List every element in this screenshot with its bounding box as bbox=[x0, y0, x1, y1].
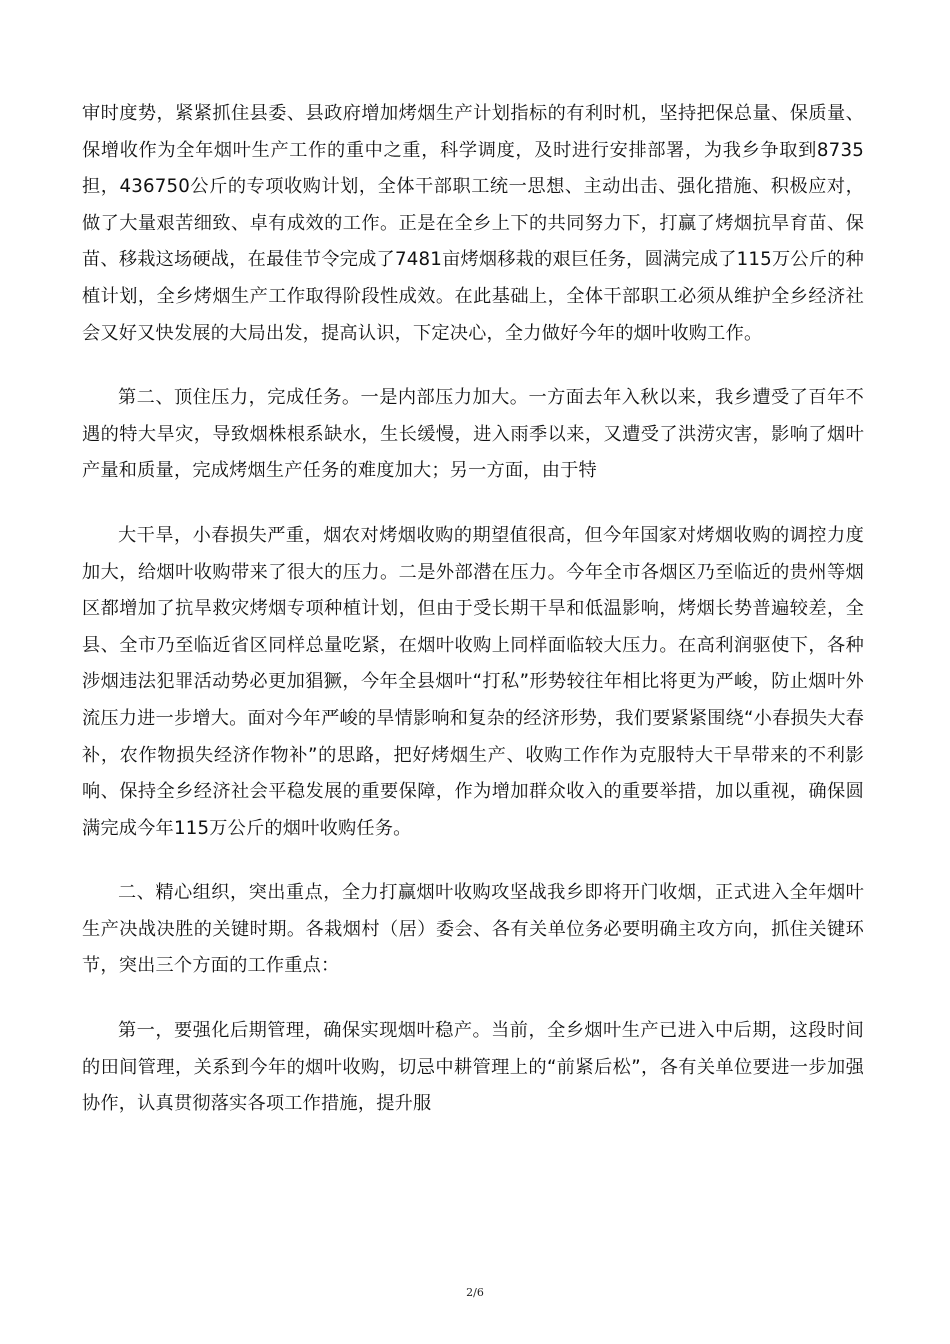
page-number: 2/6 bbox=[466, 1286, 484, 1299]
paragraph-5: 第一，要强化后期管理，确保实现烟叶稳产。当前，全乡烟叶生产已进入中后期，这段时间的田间管理，关系到今年的烟叶收购，切忌中耕管理上的“前紧后松”，各有关单位要进一步加强协作，认真贯彻落实各项工作措施，提升服 bbox=[82, 1020, 864, 1115]
paragraph-4: 二、精心组织，突出重点，全力打赢烟叶收购攻坚战我乡即将开门收烟，正式进入全年烟叶生产决战决胜的关键时期。各栽烟村（居）委会、各有关单位务必要明确主攻方向，抓住关键环节，突出三个方面的工作重点： bbox=[82, 882, 864, 977]
document-body bbox=[82, 96, 864, 1151]
paragraph-3: 大干旱，小春损失严重，烟农对烤烟收购的期望值很高，但今年国家对烤烟收购的调控力度加大，给烟叶收购带来了很大的压力。二是外部潜在压力。今年全市各烟区乃至临近的贵州等烟区都增加了抗旱救灾烤烟专项种植计划，但由于受长期干旱和低温影响，烤烟长势普遍较差，全县、全市乃至临近省区同样总量吃紧，在烟叶收购上同样面临较大压力。在高利润驱使下，各种涉烟违法犯罪活动势必更加猖獗，今年全县烟叶“打私”形势较往年相比将更为严峻，防止烟叶外流压力进一步增大。面对今年严峻的旱情影响和复杂的经济形势，我们要紧紧围绕“小春损失大春补，农作物损失经济作物补”的思路，把好烤烟生产、收购工作作为克服特大干旱带来的不利影响、保持全乡经济社会平稳发展的重要保障，作为增加群众收入的重要举措，加以重视，确保圆满完成今年115万公斤的烟叶收购任务。 bbox=[82, 524, 864, 839]
paragraph-1: 审时度势，紧紧抓住县委、县政府增加烤烟生产计划指标的有利时机，坚持把保总量、保质量、保增收作为全年烟叶生产工作的重中之重，科学调度，及时进行安排部署，为我乡争取到8735担，436750公斤的专项收购计划，全体干部职工统一思想、主动出击、强化措施、积极应对，做了大量艰苦细致、卓有成效的工作。正是在全乡上下的共同努力下，打赢了烤烟抗旱育苗、保苗、移栽这场硬战，在最佳节令完成了7481亩烤烟移栽的艰巨任务，圆满完成了115万公斤的种植计划，全乡烤烟生产工作取得阶段性成效。在此基础上，全体干部职工必须从维护全乡经济社会又好又快发展的大局出发，提高认识，下定决心，全力做好今年的烟叶收购工作。 bbox=[82, 103, 864, 344]
paragraph-2: 第二、顶住压力，完成任务。一是内部压力加大。一方面去年入秋以来，我乡遭受了百年不遇的特大旱灾，导致烟株根系缺水，生长缓慢，进入雨季以来，又遭受了洪涝灾害，影响了烟叶产量和质量，完成烤烟生产任务的难度加大；另一方面，由于特 bbox=[82, 387, 864, 482]
